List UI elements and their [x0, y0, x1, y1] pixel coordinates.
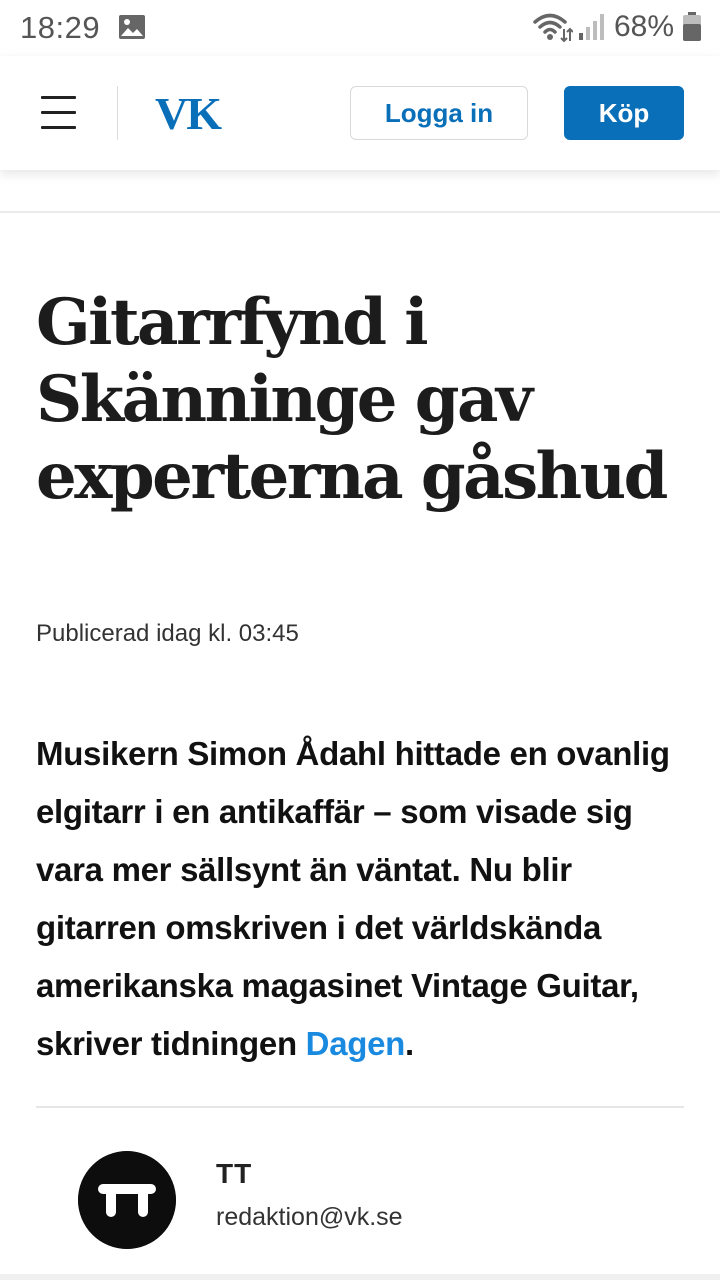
gallery-icon [118, 14, 146, 40]
author-name: TT [216, 1158, 253, 1189]
article-divider [36, 1106, 684, 1108]
bottom-edge [0, 1274, 720, 1280]
article-headline: Gitarrfynd i Skänninge gav experterna gåshud [36, 285, 666, 514]
status-time: 18:29 [20, 10, 101, 45]
lead-end: . [405, 1025, 414, 1062]
status-bar [0, 0, 720, 56]
signal-icon [578, 13, 604, 41]
tt-logo-avatar [78, 1151, 176, 1249]
login-button[interactable]: Logga in [350, 86, 528, 140]
battery-percent: 68% [614, 10, 675, 43]
vk-logo[interactable]: VK [155, 88, 220, 139]
site-header [0, 56, 720, 170]
header-bottom-divider [0, 211, 720, 213]
hamburger-menu-icon[interactable] [36, 92, 82, 134]
wifi-icon [533, 11, 573, 43]
published-timestamp: Publicerad idag kl. 03:45 [36, 620, 299, 647]
article-lead [36, 725, 696, 1073]
battery-icon [682, 12, 702, 42]
header-divider [117, 86, 118, 140]
source-link-dagen[interactable]: Dagen [305, 1025, 406, 1062]
buy-button[interactable]: Köp [564, 86, 684, 140]
author-email[interactable]: redaktion@vk.se [216, 1203, 403, 1231]
lead-text: Musikern Simon Ådahl hittade en ovanlig elgitarr i en antikaffär – som visade sig vara mer sällsynt än väntat. Nu blir gitarren omskriven i det världskända amerikanska magasinet Vintage Guitar, skriver tidningen [36, 735, 670, 1062]
